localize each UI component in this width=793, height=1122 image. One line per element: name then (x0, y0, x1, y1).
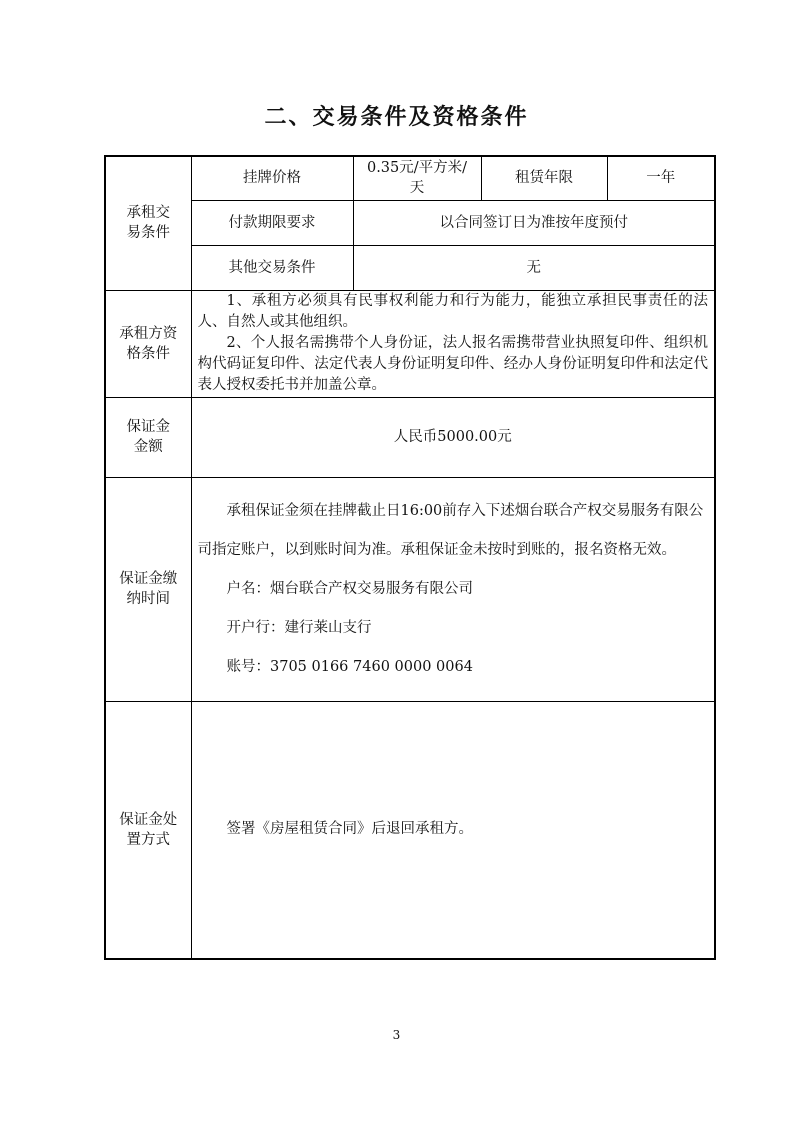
other-conditions-label: 其他交易条件 (191, 245, 353, 290)
disposal-text: 签署《房屋租赁合同》后退回承租方。 (226, 821, 473, 838)
page-number: 3 (392, 1028, 401, 1042)
disposal-content (191, 701, 715, 959)
account-name: 户名：烟台联合产权交易服务有限公司 (226, 580, 473, 597)
qualification-content (191, 290, 715, 397)
deposit-amount-label: 保证金金额 (105, 397, 191, 477)
payment-term-value: 以合同签订日为准按年度预付 (353, 200, 715, 245)
conditions-table (104, 155, 716, 960)
qualification-item-1: 1、承租方必须具有民事权利能力和行为能力，能独立承担民事责任的法人、自然人或其他组织。 (197, 293, 708, 330)
page-title: 二、交易条件及资格条件 (264, 105, 529, 130)
deposit-amount-value: 人民币5000.00元 (191, 397, 715, 477)
payment-time-label: 保证金缴纳时间 (105, 477, 191, 701)
qualification-section-label: 承租方资格条件 (105, 290, 191, 397)
disposal-label: 保证金处置方式 (105, 701, 191, 959)
payment-term-label: 付款期限要求 (191, 200, 353, 245)
price-label: 挂牌价格 (191, 156, 353, 200)
bank-name: 开户行：建行莱山支行 (226, 619, 372, 636)
price-value: 0.35元/平方米/天 (353, 156, 481, 200)
term-value: 一年 (607, 156, 715, 200)
payment-time-text: 承租保证金须在挂牌截止日16:00前存入下述烟台联合产权交易服务有限公司指定账户，以到账时间为准。承租保证金未按时到账的，报名资格无效。 (197, 502, 704, 558)
account-number: 账号：3705 0166 7460 0000 0064 (226, 658, 473, 675)
term-label: 租赁年限 (481, 156, 607, 200)
trade-section-label: 承租交易条件 (105, 156, 191, 290)
other-conditions-value: 无 (353, 245, 715, 290)
qualification-item-2: 2、个人报名需携带个人身份证，法人报名需携带营业执照复印件、组织机构代码证复印件、法定代表人身份证明复印件、经办人身份证明复印件和法定代表人授权委托书并加盖公章。 (197, 335, 708, 393)
payment-time-content (191, 477, 715, 701)
